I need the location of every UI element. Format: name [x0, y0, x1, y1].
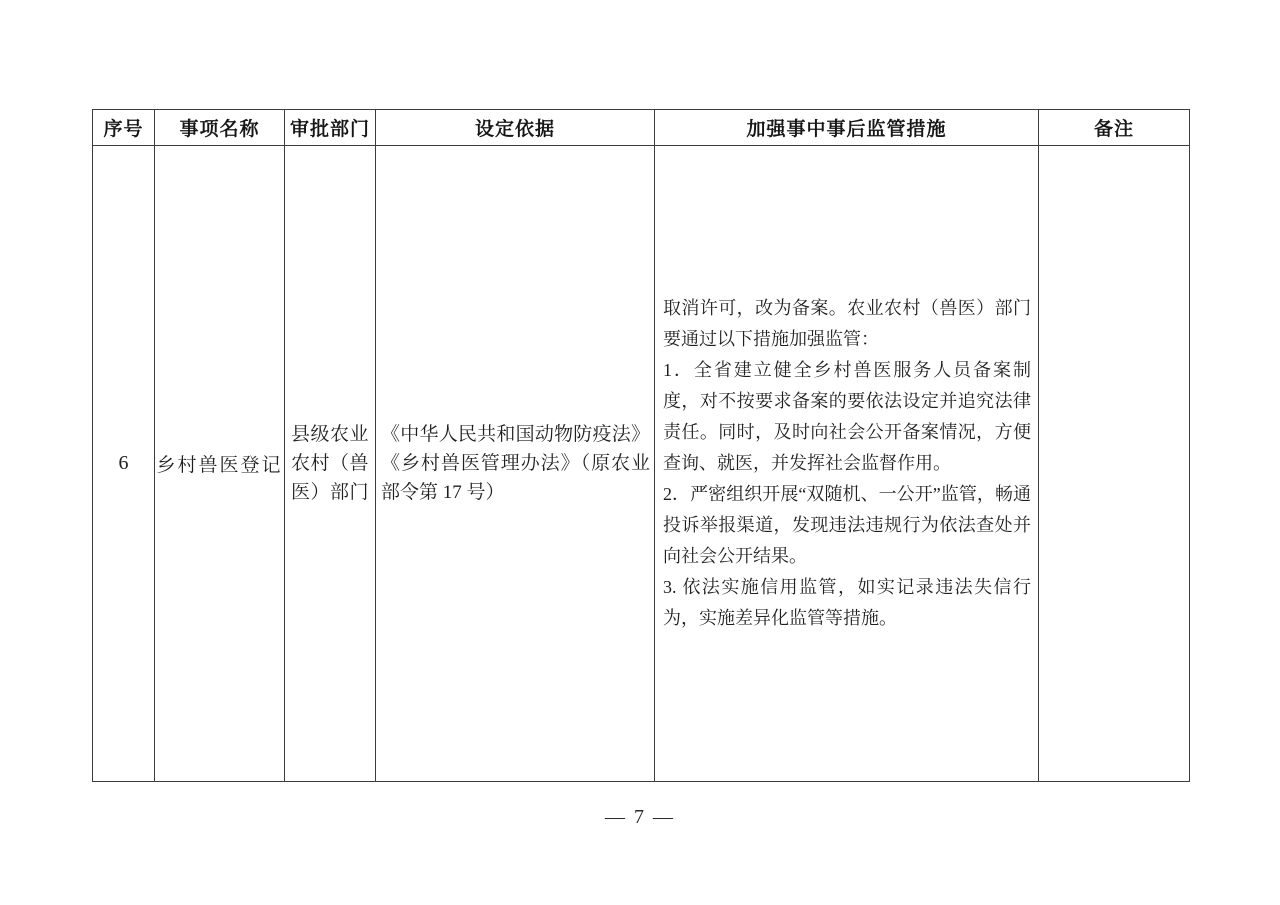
col-header-basis: 设定依据: [376, 110, 655, 146]
col-header-item-name: 事项名称: [155, 110, 285, 146]
col-header-measures: 加强事中事后监管措施: [655, 110, 1039, 146]
measures-item-1: 1．全省建立健全乡村兽医服务人员备案制度，对不按要求备案的要依法设定并追究法律责任。同时，及时向社会公开备案情况，方便查询、就医，并发挥社会监督作用。: [663, 360, 1031, 473]
table-header-row: [93, 110, 1190, 146]
col-header-seq: 序号: [93, 110, 155, 146]
col-header-approval-dept: 审批部门: [285, 110, 376, 146]
measures-item-2: 2．严密组织开展“双随机、一公开”监管，畅通投诉举报渠道，发现违法违规行为依法查处并向社会公开结果。: [663, 484, 1031, 566]
page-number: — 7 —: [605, 806, 675, 828]
col-header-remark: 备注: [1039, 110, 1190, 146]
cell-item-name: 乡村兽医登记: [155, 146, 285, 782]
cell-measures: [655, 146, 1039, 782]
regulation-table: [92, 109, 1190, 782]
measures-intro: 取消许可，改为备案。农业农村（兽医）部门要通过以下措施加强监管：: [663, 298, 1031, 349]
measures-item-3: 3. 依法实施信用监管，如实记录违法失信行为，实施差异化监管等措施。: [663, 577, 1031, 628]
cell-approval-dept: 县级农业农村（兽医）部门: [285, 146, 376, 782]
cell-basis: 《中华人民共和国动物防疫法》《乡村兽医管理办法》（原农业部令第 17 号）: [376, 146, 655, 782]
cell-seq: 6: [93, 146, 155, 782]
table-row: [93, 146, 1190, 782]
cell-remark: [1039, 146, 1190, 782]
